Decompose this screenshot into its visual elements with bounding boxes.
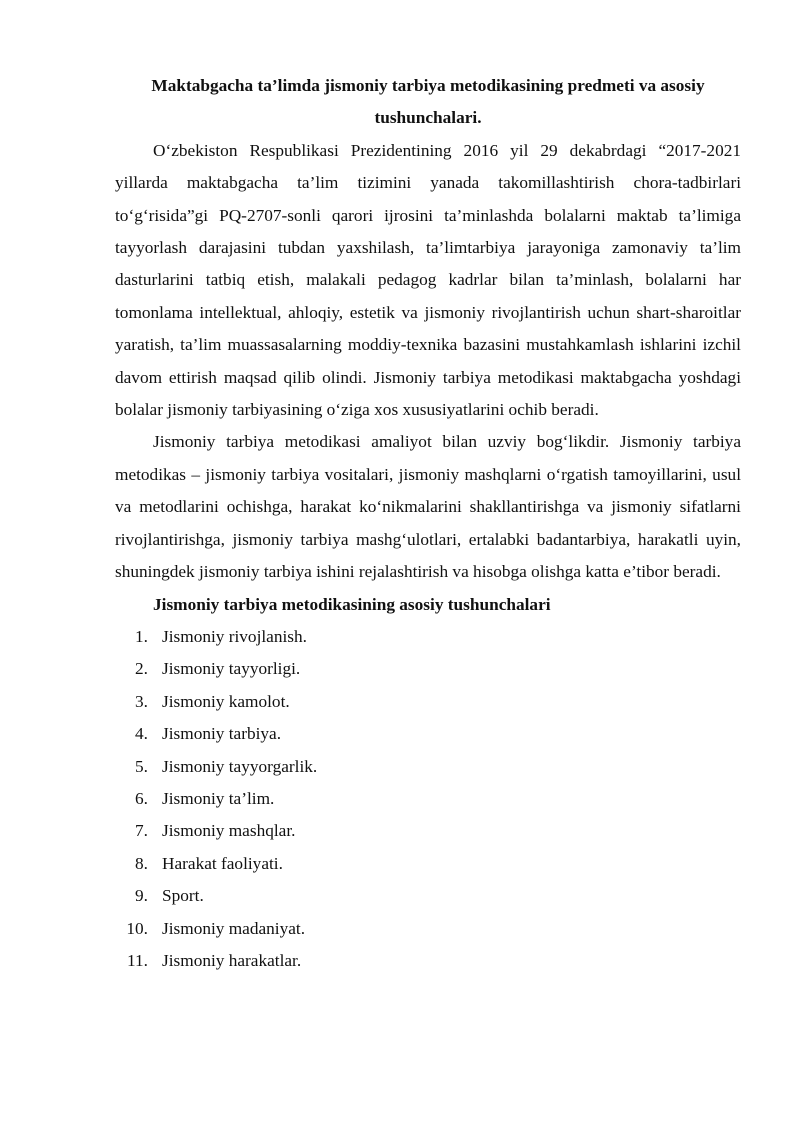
list-item bbox=[115, 880, 741, 912]
list-item bbox=[115, 783, 741, 815]
list-item-text: Jismoniy mashqlar. bbox=[162, 821, 296, 841]
list-item bbox=[115, 848, 741, 880]
list-item-text: Jismoniy ta’lim. bbox=[162, 788, 275, 808]
list-item bbox=[115, 621, 741, 653]
list-item-number: 4. bbox=[135, 724, 148, 744]
list-item-text: Jismoniy tayyorligi. bbox=[162, 659, 301, 679]
list-item-number: 5. bbox=[135, 756, 148, 776]
list-item-number: 11. bbox=[127, 950, 148, 970]
list-item-text: Harakat faoliyati. bbox=[162, 853, 283, 873]
list-item bbox=[115, 945, 741, 977]
list-item-text: Jismoniy harakatlar. bbox=[162, 950, 302, 970]
document-title: Maktabgacha ta’limda jismoniy tarbiya metodikasining predmeti va asosiy tushunchalari. bbox=[151, 76, 705, 128]
concepts-list bbox=[115, 621, 741, 977]
list-item-text: Jismoniy kamolot. bbox=[162, 691, 290, 711]
list-item bbox=[115, 718, 741, 750]
list-item-text: Jismoniy rivojlanish. bbox=[162, 626, 307, 646]
list-item-number: 3. bbox=[135, 691, 148, 711]
list-item bbox=[115, 815, 741, 847]
list-item bbox=[115, 913, 741, 945]
list-item-number: 10. bbox=[126, 918, 148, 938]
list-item bbox=[115, 653, 741, 685]
list-item-number: 1. bbox=[135, 626, 148, 646]
list-item-number: 2. bbox=[135, 659, 148, 679]
list-item-text: Sport. bbox=[162, 886, 204, 906]
paragraph: Jismoniy tarbiya metodikasi amaliyot bilan uzviy bog‘likdir. Jismoniy tarbiya metodikas – jismoniy tarbiya vositalari, jismoniy mashqlarni o‘rgatish tamoyillarini, usul va metodlarini ochishga, harakat ko‘nikmalarini shakllantirishga va jismoniy sifatlarni rivojlantirishga, jismoniy tarbiya mashg‘ulotlari, ertalabki badantarbiya, harakatli uyin, shuningdek jismoniy tarbiya ishini rejalashtirish va hisobga olishga katta e’tibor beradi. bbox=[115, 432, 741, 582]
list-item-number: 7. bbox=[135, 821, 148, 841]
list-item-number: 8. bbox=[135, 853, 148, 873]
list-item-number: 6. bbox=[135, 788, 148, 808]
list-item-number: 9. bbox=[135, 886, 148, 906]
list-item bbox=[115, 686, 741, 718]
list-item-text: Jismoniy tayyorgarlik. bbox=[162, 756, 318, 776]
paragraph: O‘zbekiston Respublikasi Prezidentining 2016 yil 29 dekabrdagi “2017-2021 yillarda maktabgacha ta’lim tizimini yanada takomillashtirish chora-tadbirlari to‘g‘risida”gi PQ-2707-sonli qarori ijrosini ta’minlashda bolalarni maktab ta’limiga tayyorlash darajasini tubdan yaxshilash, ta’limtarbiya jarayoniga zamonaviy ta’lim dasturlarini tatbiq etish, malakali pedagog kadrlar bilan ta’minlash, bolalarni har tomonlama intellektual, ahloqiy, estetik va jismoniy rivojlantirish uchun shart-sharoitlar yaratish, ta’lim muassasalarning moddiy-texnika bazasini mustahkamlash ishlarini izchil davom ettirish maqsad qilib olindi. Jismoniy tarbiya metodikasi maktabgacha yoshdagi bolalar jismoniy tarbiyasining o‘ziga xos xususiyatlarini ochib beradi. bbox=[115, 140, 741, 420]
list-item bbox=[115, 751, 741, 783]
list-item-text: Jismoniy tarbiya. bbox=[162, 724, 282, 744]
list-item-text: Jismoniy madaniyat. bbox=[162, 918, 306, 938]
section-heading: Jismoniy tarbiya metodikasining asosiy tushunchalari bbox=[153, 594, 551, 614]
document-page bbox=[115, 70, 741, 977]
